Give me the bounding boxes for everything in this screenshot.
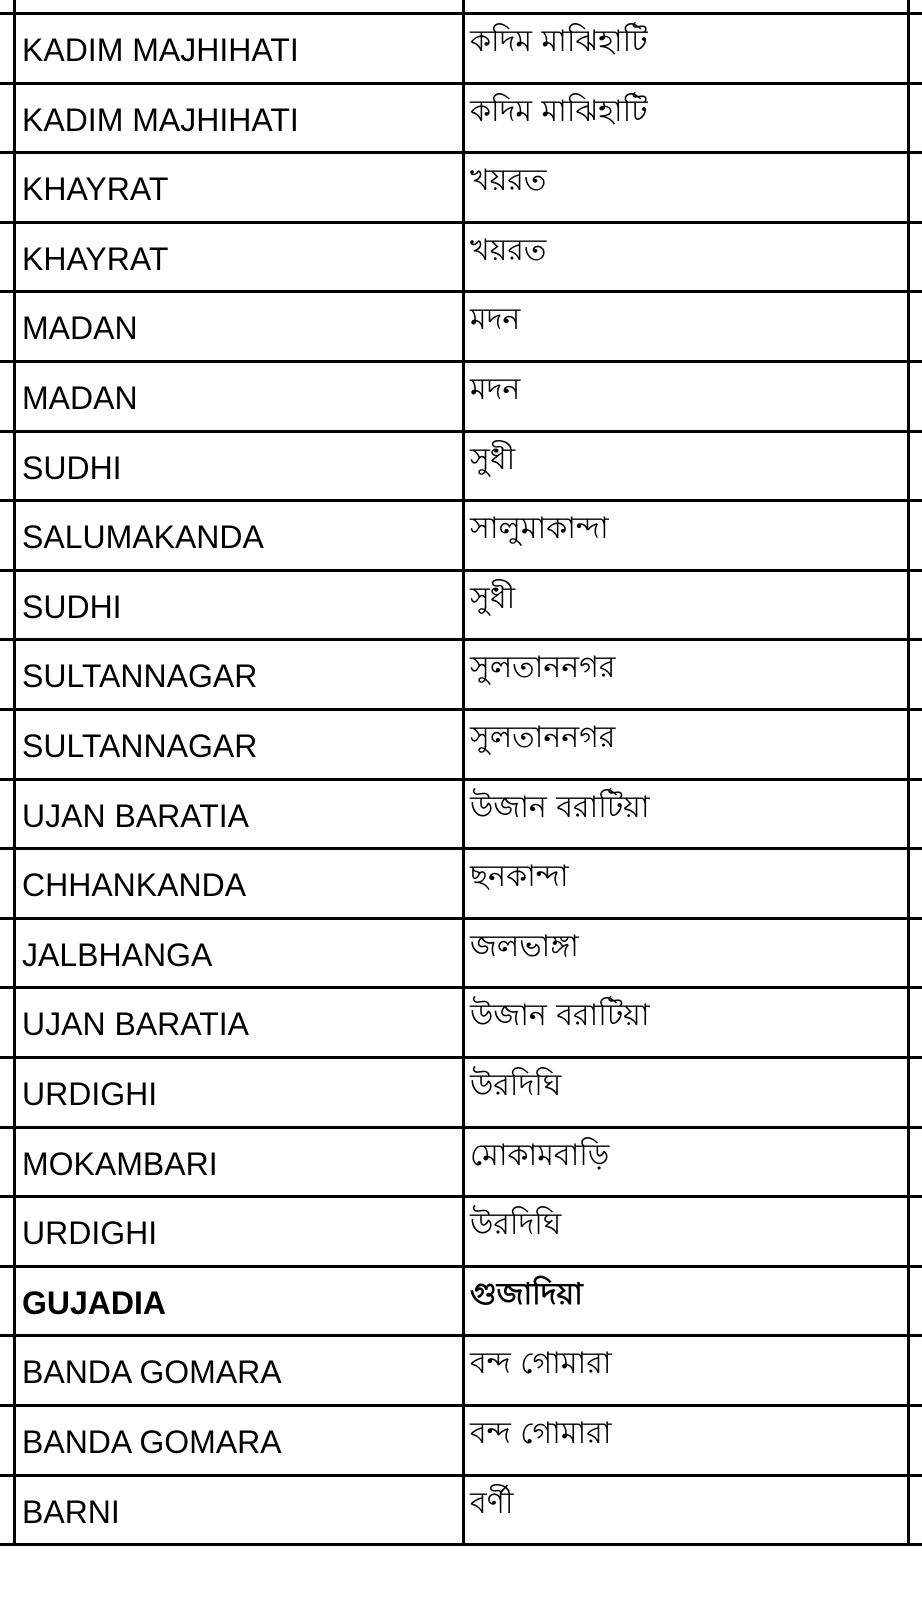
english-name-cell: MOKAMBARI — [22, 1146, 218, 1182]
english-name-cell: KADIM MAJHIHATI — [22, 32, 299, 68]
bengali-name-cell: সালুমাকান্দা — [470, 511, 609, 546]
table-row-divider — [0, 569, 922, 572]
row-tick — [0, 778, 13, 781]
bengali-name-cell: উরদিঘি — [470, 1068, 562, 1103]
bengali-name-cell: ছনকান্দা — [470, 859, 569, 894]
table-row-divider — [0, 1265, 922, 1268]
row-tick — [0, 499, 13, 502]
table-row-divider — [0, 1474, 922, 1477]
bengali-name-cell: সুলতাননগর — [470, 650, 616, 685]
bengali-name-cell: উজান বরাটিয়া — [470, 790, 650, 825]
table-row-divider — [0, 1404, 922, 1407]
table-row-divider — [0, 360, 922, 363]
english-name-cell: BANDA GOMARA — [22, 1354, 282, 1390]
table-row-divider — [0, 221, 922, 224]
table-row-divider — [0, 986, 922, 989]
bengali-name-cell: মদন — [470, 372, 521, 407]
bengali-name-cell: সুধী — [470, 581, 516, 616]
bengali-name-cell: বন্দ গোমারা — [470, 1346, 612, 1381]
english-name-cell: SUDHI — [22, 450, 122, 486]
english-name-cell: KADIM MAJHIHATI — [22, 102, 299, 138]
row-tick — [0, 221, 13, 224]
bengali-name-cell: মোকামবাড়ি — [470, 1138, 610, 1173]
table-row-divider — [0, 12, 922, 15]
row-tick — [0, 12, 13, 15]
english-name-cell: MADAN — [22, 310, 138, 346]
row-tick — [0, 1543, 13, 1546]
english-name-cell: SULTANNAGAR — [22, 658, 258, 694]
table-row-divider — [0, 708, 922, 711]
english-name-cell: SULTANNAGAR — [22, 728, 258, 764]
table-row-divider — [0, 917, 922, 920]
english-name-cell: JALBHANGA — [22, 937, 213, 973]
english-name-cell: URDIGHI — [22, 1076, 158, 1112]
row-tick — [0, 569, 13, 572]
bengali-name-cell: মদন — [470, 302, 521, 337]
bengali-name-cell: খয়রত — [470, 163, 547, 198]
english-name-cell: KHAYRAT — [22, 241, 169, 277]
bengali-name-cell: কদিম মাঝিহাটি — [470, 94, 648, 129]
table-row-divider — [0, 430, 922, 433]
table-border — [13, 0, 16, 1546]
table-row-divider — [0, 290, 922, 293]
row-tick — [0, 917, 13, 920]
table-row-divider — [0, 638, 922, 641]
bengali-name-cell: বর্ণী — [470, 1486, 514, 1521]
english-name-cell: CHHANKANDA — [22, 867, 247, 903]
row-tick — [0, 360, 13, 363]
row-tick — [0, 1265, 13, 1268]
english-name-cell: URDIGHI — [22, 1215, 158, 1251]
bengali-name-cell: সুধী — [470, 442, 516, 477]
row-tick — [0, 708, 13, 711]
row-tick — [0, 847, 13, 850]
english-name-cell: MADAN — [22, 380, 138, 416]
row-tick — [0, 290, 13, 293]
table-row-divider — [0, 1334, 922, 1337]
table-row-divider — [0, 778, 922, 781]
table-border — [907, 0, 910, 1546]
english-name-cell: GUJADIA — [22, 1285, 167, 1321]
bengali-name-cell: বন্দ গোমারা — [470, 1416, 612, 1451]
english-name-cell: KHAYRAT — [22, 171, 169, 207]
row-tick — [0, 1126, 13, 1129]
table-row-divider — [0, 1195, 922, 1198]
row-tick — [0, 1404, 13, 1407]
bengali-name-cell: সুলতাননগর — [470, 720, 616, 755]
row-tick — [0, 82, 13, 85]
row-tick — [0, 638, 13, 641]
column-divider — [462, 0, 465, 1546]
bengali-name-cell: জলভাঙ্গা — [470, 929, 579, 964]
english-name-cell: BARNI — [22, 1494, 120, 1530]
table-row-divider — [0, 1126, 922, 1129]
row-tick — [0, 986, 13, 989]
bengali-name-cell: উরদিঘি — [470, 1207, 562, 1242]
bengali-name-cell: উজান বরাটিয়া — [470, 998, 650, 1033]
bengali-name-cell: গুজাদিয়া — [470, 1277, 583, 1312]
table-row-divider — [0, 1543, 922, 1546]
english-name-cell: UJAN BARATIA — [22, 798, 249, 834]
table-row-divider — [0, 151, 922, 154]
row-tick — [0, 1334, 13, 1337]
bengali-name-cell: খয়রত — [470, 233, 547, 268]
row-tick — [0, 1195, 13, 1198]
bengali-name-cell: কদিম মাঝিহাটি — [470, 24, 648, 59]
table-row-divider — [0, 1056, 922, 1059]
table-row-divider — [0, 499, 922, 502]
english-name-cell: SALUMAKANDA — [22, 519, 264, 555]
table-row-divider — [0, 847, 922, 850]
table-row-divider — [0, 82, 922, 85]
row-tick — [0, 1056, 13, 1059]
row-tick — [0, 151, 13, 154]
row-tick — [0, 430, 13, 433]
row-tick — [0, 1474, 13, 1477]
english-name-cell: BANDA GOMARA — [22, 1424, 282, 1460]
english-name-cell: UJAN BARATIA — [22, 1006, 249, 1042]
english-name-cell: SUDHI — [22, 589, 122, 625]
